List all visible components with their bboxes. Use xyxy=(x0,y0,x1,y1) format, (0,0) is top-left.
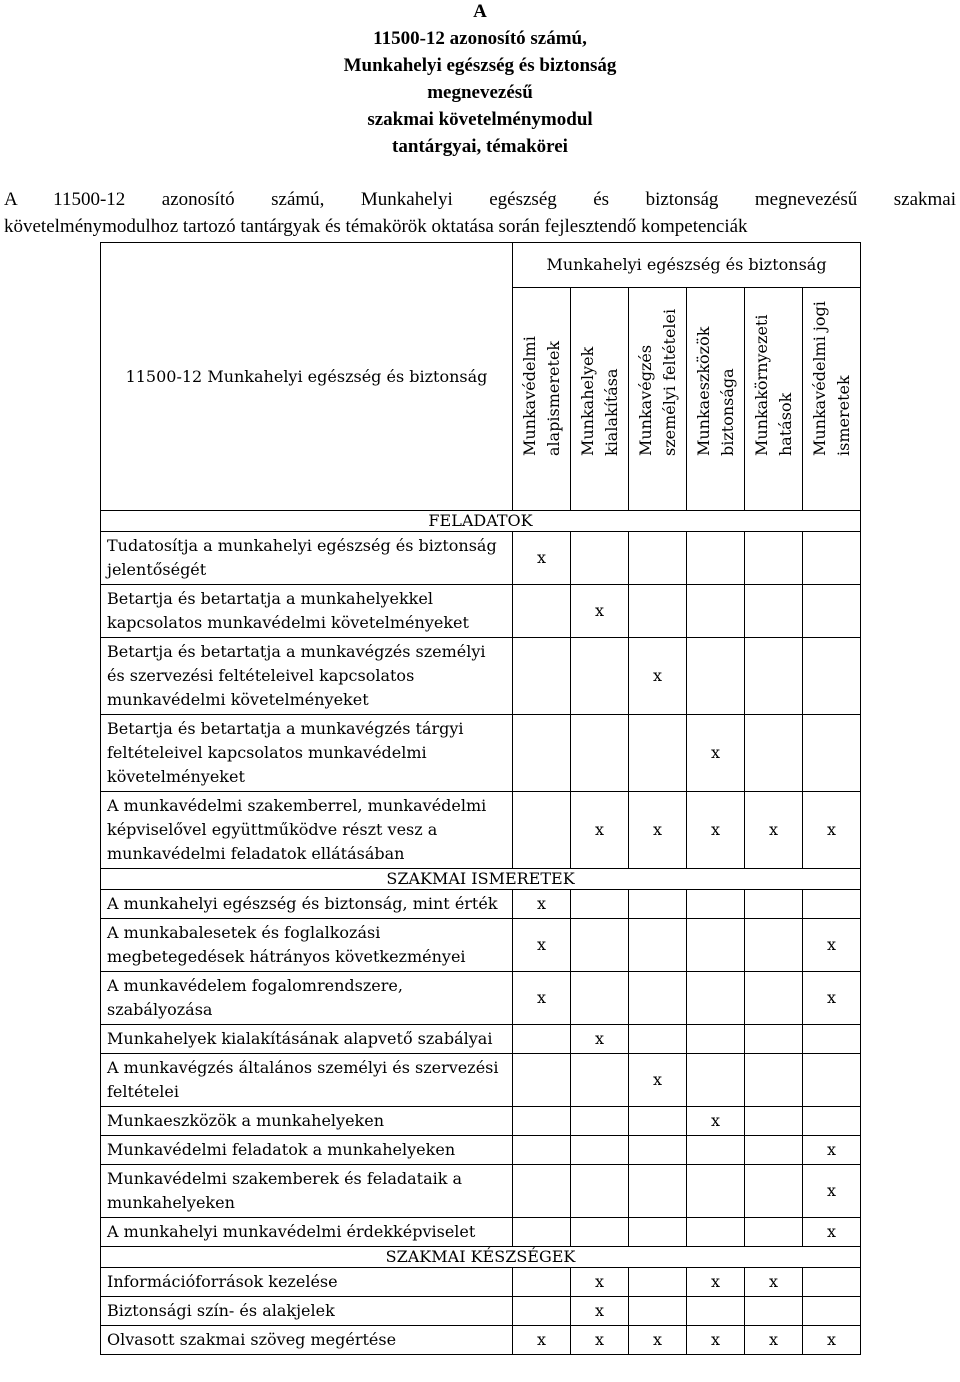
mark-cell xyxy=(687,1165,745,1218)
column-header-text xyxy=(634,309,682,456)
mark-cell: x xyxy=(687,1107,745,1136)
row-label: Betartja és betartatja a munkavégzés személyi és szervezési feltételeivel kapcsolatos munkavédelmi követelményeket xyxy=(101,638,513,715)
mark-cell xyxy=(687,585,745,638)
mark-cell xyxy=(687,1025,745,1054)
mark-cell xyxy=(513,1136,571,1165)
mark-cell xyxy=(745,1218,803,1247)
mark-cell: x xyxy=(803,1218,861,1247)
row-label: Munkavédelmi szakemberek és feladataik a munkahelyeken xyxy=(101,1165,513,1218)
mark-cell xyxy=(803,1025,861,1054)
mark-cell xyxy=(513,1025,571,1054)
row-label: A munkavédelem fogalomrendszere, szabályozása xyxy=(101,972,513,1025)
mark-cell xyxy=(803,890,861,919)
column-header xyxy=(629,288,687,511)
mark-cell xyxy=(629,1268,687,1297)
mark-cell xyxy=(571,1136,629,1165)
mark-cell xyxy=(629,890,687,919)
mark-cell xyxy=(629,1107,687,1136)
mark-cell xyxy=(745,1165,803,1218)
title-line: tantárgyai, témakörei xyxy=(392,136,568,157)
mark-cell: x xyxy=(745,1268,803,1297)
column-header-text xyxy=(750,315,798,456)
row-label: Betartja és betartatja a munkahelyekkel kapcsolatos munkavédelmi követelményeket xyxy=(101,585,513,638)
mark-cell xyxy=(745,1025,803,1054)
mark-cell xyxy=(571,972,629,1025)
row-label: A munkabalesetek és foglalkozási megbetegedések hátrányos következményei xyxy=(101,919,513,972)
mark-cell xyxy=(629,1165,687,1218)
section-label: SZAKMAI ISMERETEK xyxy=(101,869,861,890)
mark-cell xyxy=(571,1054,629,1107)
title-line: szakmai követelménymodul xyxy=(367,109,593,130)
column-header-line: Munkahelyek xyxy=(577,346,597,456)
table-row xyxy=(101,1025,861,1054)
column-header-text xyxy=(692,327,740,456)
mark-cell xyxy=(629,1136,687,1165)
column-header-line: személyi feltételei xyxy=(659,308,679,456)
mark-cell xyxy=(513,1268,571,1297)
table-row xyxy=(101,1136,861,1165)
column-header-line: ismeretek xyxy=(833,375,853,456)
mark-cell: x xyxy=(571,1297,629,1326)
title-line: megnevezésű xyxy=(427,82,533,103)
row-label: A munkavégzés általános személyi és szervezési feltételei xyxy=(101,1054,513,1107)
mark-cell xyxy=(513,792,571,869)
subject-header-cell xyxy=(513,243,861,288)
mark-cell xyxy=(745,972,803,1025)
table-row xyxy=(101,715,861,792)
mark-cell: x xyxy=(629,1326,687,1355)
mark-cell: x xyxy=(513,532,571,585)
mark-cell: x xyxy=(571,1025,629,1054)
table-row xyxy=(101,1107,861,1136)
mark-cell: x xyxy=(571,585,629,638)
mark-cell xyxy=(513,715,571,792)
mark-cell xyxy=(513,585,571,638)
mark-cell: x xyxy=(687,1326,745,1355)
column-header xyxy=(745,288,803,511)
mark-cell xyxy=(687,890,745,919)
mark-cell: x xyxy=(803,919,861,972)
mark-cell xyxy=(629,532,687,585)
row-label: Tudatosítja a munkahelyi egészség és biztonság jelentőségét xyxy=(101,532,513,585)
mark-cell: x xyxy=(513,919,571,972)
column-header-line: Munkavédelmi xyxy=(519,336,539,456)
mark-cell xyxy=(629,1297,687,1326)
title-line: Munkahelyi egészség és biztonság xyxy=(343,55,617,76)
intro-line: követelménymodulhoz tartozó tantárgyak és témakörök oktatása során fejlesztendő kompetenciák xyxy=(4,216,748,237)
column-header-text xyxy=(808,301,856,456)
mark-cell xyxy=(571,532,629,585)
mark-cell xyxy=(803,585,861,638)
title-line: A xyxy=(473,1,487,22)
mark-cell xyxy=(571,890,629,919)
column-header xyxy=(803,288,861,511)
row-label: Információforrások kezelése xyxy=(101,1268,513,1297)
table-row xyxy=(101,890,861,919)
column-header-text xyxy=(576,347,624,456)
row-label: A munkahelyi egészség és biztonság, mint érték xyxy=(101,890,513,919)
table-row xyxy=(101,638,861,715)
mark-cell xyxy=(745,1054,803,1107)
row-label: A munkavédelmi szakemberrel, munkavédelmi képviselővel együttműködve részt vesz a munkavédelmi feladatok ellátásában xyxy=(101,792,513,869)
mark-cell: x xyxy=(513,972,571,1025)
row-label: A munkahelyi munkavédelmi érdekképviselet xyxy=(101,1218,513,1247)
mark-cell xyxy=(745,890,803,919)
mark-cell: x xyxy=(629,638,687,715)
title-line: 11500-12 azonosító számú, xyxy=(373,28,587,49)
mark-cell: x xyxy=(629,792,687,869)
mark-cell: x xyxy=(687,792,745,869)
row-label: Munkaeszközök a munkahelyeken xyxy=(101,1107,513,1136)
row-label: Olvasott szakmai szöveg megértése xyxy=(101,1326,513,1355)
column-header-line: biztonsága xyxy=(717,368,737,456)
mark-cell xyxy=(513,1297,571,1326)
section-label: FELADATOK xyxy=(101,511,861,532)
mark-cell xyxy=(629,715,687,792)
mark-cell xyxy=(745,585,803,638)
mark-cell: x xyxy=(803,972,861,1025)
column-header-line: Munkavégzés xyxy=(635,344,655,456)
table-row xyxy=(101,919,861,972)
mark-cell: x xyxy=(513,890,571,919)
mark-cell xyxy=(803,1268,861,1297)
module-label: 11500-12 Munkahelyi egészség és biztonság xyxy=(125,366,488,386)
column-header-line: Munkakörnyezeti xyxy=(751,314,771,456)
mark-cell: x xyxy=(571,1326,629,1355)
mark-cell xyxy=(629,1218,687,1247)
competency-table xyxy=(100,242,861,1355)
mark-cell xyxy=(803,1107,861,1136)
mark-cell xyxy=(745,1107,803,1136)
mark-cell xyxy=(571,1165,629,1218)
mark-cell xyxy=(803,1054,861,1107)
mark-cell xyxy=(571,1107,629,1136)
mark-cell xyxy=(803,638,861,715)
mark-cell xyxy=(687,1054,745,1107)
mark-cell: x xyxy=(687,715,745,792)
mark-cell: x xyxy=(687,1268,745,1297)
mark-cell xyxy=(745,919,803,972)
row-label: Munkavédelmi feladatok a munkahelyeken xyxy=(101,1136,513,1165)
mark-cell: x xyxy=(745,1326,803,1355)
table-row xyxy=(101,1218,861,1247)
mark-cell xyxy=(687,919,745,972)
mark-cell xyxy=(629,972,687,1025)
module-label-cell xyxy=(101,243,513,511)
section-label: SZAKMAI KÉSZSÉGEK xyxy=(101,1247,861,1268)
mark-cell xyxy=(745,1297,803,1326)
mark-cell xyxy=(513,638,571,715)
mark-cell xyxy=(629,919,687,972)
mark-cell xyxy=(513,1107,571,1136)
table-row xyxy=(101,1268,861,1297)
table-row xyxy=(101,532,861,585)
mark-cell xyxy=(629,585,687,638)
mark-cell xyxy=(803,1297,861,1326)
mark-cell xyxy=(745,638,803,715)
mark-cell: x xyxy=(513,1326,571,1355)
column-header-line: Munkavédelmi jogi xyxy=(809,301,829,456)
subject-header: Munkahelyi egészség és biztonság xyxy=(546,255,827,274)
table-row xyxy=(101,1326,861,1355)
intro-paragraph xyxy=(4,186,956,240)
section-header-row xyxy=(101,1247,861,1268)
mark-cell xyxy=(571,1218,629,1247)
mark-cell xyxy=(629,1025,687,1054)
column-header-line: Munkaeszközök xyxy=(693,326,713,456)
mark-cell: x xyxy=(571,1268,629,1297)
mark-cell: x xyxy=(803,1326,861,1355)
table-row xyxy=(101,972,861,1025)
module-title xyxy=(0,0,960,160)
mark-cell xyxy=(571,919,629,972)
table-row xyxy=(101,1297,861,1326)
table-row xyxy=(101,1165,861,1218)
mark-cell: x xyxy=(803,1165,861,1218)
row-label: Betartja és betartatja a munkavégzés tárgyi feltételeivel kapcsolatos munkavédelmi követelményeket xyxy=(101,715,513,792)
mark-cell xyxy=(687,1218,745,1247)
mark-cell xyxy=(687,1297,745,1326)
mark-cell xyxy=(687,1136,745,1165)
mark-cell: x xyxy=(745,792,803,869)
mark-cell xyxy=(687,532,745,585)
table-row xyxy=(101,585,861,638)
mark-cell xyxy=(571,715,629,792)
mark-cell xyxy=(803,715,861,792)
mark-cell xyxy=(803,532,861,585)
row-label: Munkahelyek kialakításának alapvető szabályai xyxy=(101,1025,513,1054)
column-header-line: hatások xyxy=(775,392,795,456)
mark-cell xyxy=(687,972,745,1025)
mark-cell xyxy=(745,532,803,585)
column-header-text xyxy=(518,336,566,456)
column-header xyxy=(571,288,629,511)
column-header-line: kialakítása xyxy=(601,368,621,456)
mark-cell xyxy=(745,715,803,792)
row-label: Biztonsági szín- és alakjelek xyxy=(101,1297,513,1326)
mark-cell xyxy=(513,1218,571,1247)
column-header-line: alapismeretek xyxy=(543,340,563,456)
mark-cell: x xyxy=(803,1136,861,1165)
mark-cell xyxy=(571,638,629,715)
mark-cell xyxy=(745,1136,803,1165)
mark-cell: x xyxy=(571,792,629,869)
column-header xyxy=(687,288,745,511)
mark-cell: x xyxy=(629,1054,687,1107)
intro-line: A 11500-12 azonosító számú, Munkahelyi egészség és biztonság megnevezésű szakmai xyxy=(4,189,956,210)
section-header-row xyxy=(101,511,861,532)
mark-cell: x xyxy=(803,792,861,869)
table-row xyxy=(101,1054,861,1107)
column-header xyxy=(513,288,571,511)
mark-cell xyxy=(513,1054,571,1107)
section-header-row xyxy=(101,869,861,890)
mark-cell xyxy=(687,638,745,715)
mark-cell xyxy=(513,1165,571,1218)
table-row xyxy=(101,792,861,869)
